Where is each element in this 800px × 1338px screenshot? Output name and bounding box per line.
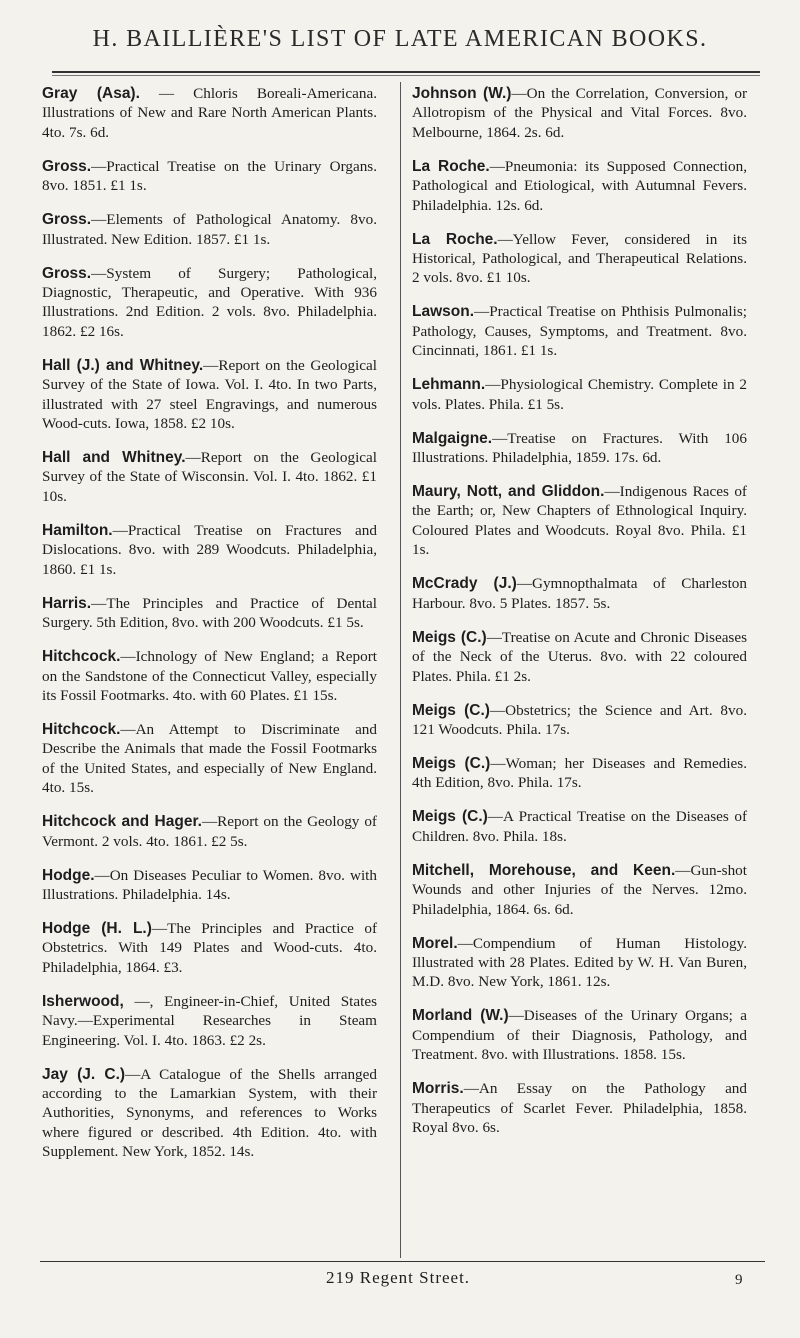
book-entry [42,356,377,434]
book-entry [42,1065,377,1162]
column-divider [400,82,401,1258]
entry-author: Meigs (C.) [412,754,491,772]
entry-description: —Woman; her Diseases and Remedies. 4th Edition, 8vo. Phila. 17s. [412,754,747,792]
entry-description: —Gun-shot Wounds and other Injuries of the Nerves. 12mo. Philadelphia, 1864. 6s. 6d. [412,861,747,918]
left-column [42,84,377,1176]
entry-description: —Practical Treatise on Fractures and Dislocations. 8vo. with 289 Woodcuts. Philadelphia, 1860. £1 1s. [42,521,377,578]
entry-author: Morel. [412,934,458,952]
entry-author: Malgaigne. [412,429,493,447]
book-entry [412,429,747,468]
entry-author: Hitchcock. [42,720,121,738]
entry-description: —Practical Treatise on the Urinary Organs. 8vo. 1851. £1 1s. [42,157,377,195]
entry-description: —Pneumonia: its Supposed Connection, Pathological and Etiological, with Autumnal Fevers. Philadelphia. 12s. 6d. [412,157,747,214]
entry-author: Hodge. [42,866,95,884]
entry-author: Hall and Whitney. [42,449,186,467]
book-entry [412,807,747,846]
entry-description: —Treatise on Fractures. With 106 Illustrations. Philadelphia, 1859. 17s. 6d. [412,429,747,467]
book-entry [42,812,377,851]
book-entry [412,482,747,560]
entry-description: —The Principles and Practice of Obstetrics. With 149 Plates and Wood-cuts. 4to. Philadelphia, 1864. £3. [42,919,378,976]
entry-author: Hamilton. [42,521,113,539]
footer-rule [40,1261,765,1262]
entry-description: —The Principles and Practice of Dental Surgery. 5th Edition, 8vo. with 200 Woodcuts. £1 5s. [42,594,377,632]
book-entry [42,210,377,249]
entry-author: Lehmann. [412,376,486,394]
entry-description: —Ichnology of New England; a Report on the Sandstone of the Connecticut Valley, especially its Fossil Footmarks. 4to. with 60 Plates. £1 15s. [42,648,377,704]
entry-author: Meigs (C.) [412,808,488,826]
entry-author: Morland (W.) [412,1007,509,1025]
book-entry [412,861,747,919]
entry-author: Jay (J. C.) [42,1065,126,1083]
entry-author: McCrady (J.) [412,575,517,593]
entry-author: Gray (Asa). [42,85,140,102]
entry-description: —Report on the Geology of Vermont. 2 vols. 4to. 1861. £2 5s. [42,813,377,850]
entry-author: Isherwood, [42,992,124,1010]
entry-author: Gross. [42,211,92,229]
entry-description: —Report on the Geological Survey of the State of Wisconsin. Vol. I. 4to. 1862. £1 10s. [42,449,377,505]
entry-description: —Elements of Pathological Anatomy. 8vo. Illustrated. New Edition. 1857. £1 1s. [42,211,377,248]
entry-description: —Report on the Geological Survey of the State of Iowa. Vol. I. 4to. In two Parts, illustrated with 27 steel Engravings, and numerous Wood-cuts. Iowa, 1858. £2 10s. [42,356,377,433]
entry-description: —Compendium of Human Histology. Illustrated with 28 Plates. Edited by W. H. Van Buren, M.D. 8vo. New York, 1861. 12s. [412,934,747,991]
book-entry [42,992,377,1050]
entry-author: Maury, Nott, and Gliddon. [412,483,605,501]
book-entry [42,521,377,579]
entry-author: Gross. [42,157,92,175]
entry-description: —Practical Treatise on Phthisis Pulmonalis; Pathology, Causes, Symptoms, and Treatment. 8vo. Cincinnati, 1861. £1 1s. [412,303,747,360]
entry-description: —Physiological Chemistry. Complete in 2 vols. Plates. Phila. £1 5s. [412,376,747,413]
page-number: 9 [735,1272,744,1288]
book-entry [42,647,377,705]
book-entry [412,1006,747,1064]
entry-author: Lawson. [412,303,475,321]
entry-author: Morris. [412,1080,464,1098]
entry-description: — Chloris Boreali-Americana. Illustrations of New and Rare North American Plants. 4to. 7s. 6d. [42,85,377,141]
entry-description: —On Diseases Peculiar to Women. 8vo. with Illustrations. Philadelphia. 14s. [42,866,377,903]
book-entry [42,84,377,142]
entry-description: —Gymnopthalmata of Charleston Harbour. 8vo. 5 Plates. 1857. 5s. [412,575,747,612]
book-entry [412,84,747,142]
entry-description: —Treatise on Acute and Chronic Diseases of the Neck of the Uterus. 8vo. with 22 coloured Plates. Phila. £1 2s. [412,628,747,685]
entry-author: Johnson (W.) [412,85,512,102]
book-entry [412,375,747,414]
book-entry [42,264,377,342]
entry-author: Harris. [42,594,92,612]
book-entry [42,157,377,196]
entry-author: La Roche. [412,230,498,248]
entry-description: —An Attempt to Discriminate and Describe the Animals that made the Fossil Footmarks of the United States, and especially of New England. 4to. 15s. [42,720,377,797]
right-column [412,84,747,1152]
book-entry [412,754,747,793]
footer-address: 219 Regent Street. [326,1268,471,1287]
book-entry [42,720,377,798]
book-entry [412,157,747,215]
book-entry [412,230,747,288]
entry-description: —On the Correlation, Conversion, or Allotropism of the Physical and Vital Forces. 8vo. Melbourne, 1864. 2s. 6d. [412,85,747,141]
entry-author: Hitchcock. [42,648,121,666]
entry-author: Meigs (C.) [412,628,487,646]
book-entry [42,919,377,977]
entry-author: Hall (J.) and Whitney. [42,356,204,374]
entry-description: —A Practical Treatise on the Diseases of Children. 8vo. Phila. 18s. [412,808,748,845]
book-entry [412,1079,747,1137]
book-entry [412,934,747,992]
entry-author: Hitchcock and Hager. [42,813,202,831]
entry-description: —A Catalogue of the Shells arranged according to the Lamarkian System, with their Authorities, Synonyms, and references to Works where figured or described. 4th Edition. 4to. with Supplement. New York, 1852. 14s. [42,1065,377,1161]
book-entry [412,628,747,686]
entry-description: —An Essay on the Pathology and Therapeutics of Scarlet Fever. Philadelphia, 1858. Royal 8vo. 6s. [412,1080,747,1136]
entry-description: —Indigenous Races of the Earth; or, New Chapters of Ethnological Inquiry. Coloured Plates and Woodcuts. Royal 8vo. Phila. £1 1s. [412,483,747,559]
header-rule [52,71,760,76]
entry-author: Gross. [42,264,92,282]
book-entry [42,594,377,633]
entry-description: —Diseases of the Urinary Organs; a Compendium of their Diagnosis, Pathology, and Treatment. 8vo. with Illustrations. 1858. 15s. [412,1007,747,1064]
entry-author: Hodge (H. L.) [42,919,152,937]
book-entry [412,302,747,360]
entry-description: —System of Surgery; Pathological, Diagnostic, Therapeutic, and Operative. With 936 Illustrations. 2nd Edition. 2 vols. 8vo. Philadelphia. 1862. £2 16s. [42,264,377,340]
page-header: H. BAILLIÈRE'S LIST OF LATE AMERICAN BOOKS. [92,26,708,52]
entry-author: Mitchell, Morehouse, and Keen. [412,861,676,879]
entry-author: La Roche. [412,157,490,175]
book-entry [42,866,377,905]
entry-description: —, Engineer-in-Chief, United States Navy.—Experimental Researches in Steam Engineering. Vol. I. 4to. 1863. £2 2s. [42,992,377,1049]
entry-description: —Obstetrics; the Science and Art. 8vo. 121 Woodcuts. Phila. 17s. [412,701,747,738]
book-entry [412,701,747,740]
entry-author: Meigs (C.) [412,701,490,719]
entry-description: —Yellow Fever, considered in its Historical, Pathological, and Therapeutical Relations. 2 vols. 8vo. £1 10s. [412,230,748,287]
book-entry [42,448,377,506]
book-entry [412,574,747,613]
